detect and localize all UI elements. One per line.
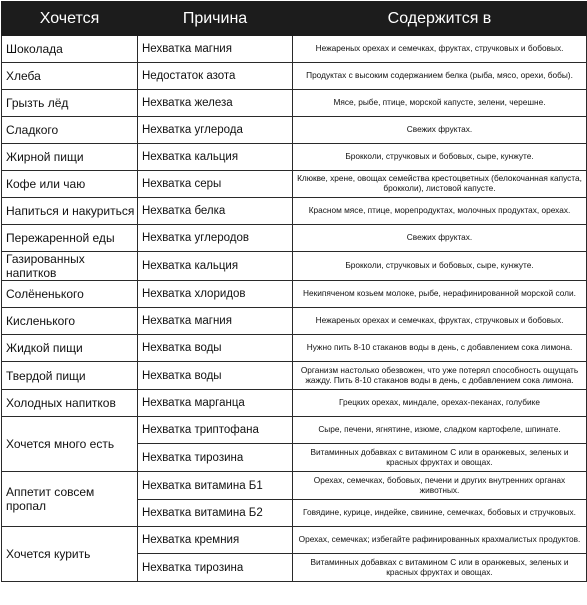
- craving-cell: Жирной пищи: [2, 144, 138, 171]
- craving-cell: Кофе или чаю: [2, 171, 138, 198]
- reason-cell: Нехватка витамина Б2: [138, 500, 293, 527]
- source-cell: Витаминных добавках с витамином С или в оранжевых, зеленых и красных фруктах и овощах.: [293, 554, 587, 582]
- reason-cell: Нехватка хлоридов: [138, 281, 293, 308]
- reason-cell: Нехватка белка: [138, 198, 293, 225]
- reason-cell: Нехватка воды: [138, 362, 293, 390]
- table-row: [2, 36, 587, 63]
- reason-cell: Нехватка углерода: [138, 117, 293, 144]
- craving-cell: Сладкого: [2, 117, 138, 144]
- source-cell: Орехах, семечках, бобовых, печени и других внутренних органах животных.: [293, 472, 587, 500]
- table-row: [2, 225, 587, 252]
- source-cell: Нежареных орехах и семечках, фруктах, стручковых и бобовых.: [293, 36, 587, 63]
- table-row: [2, 308, 587, 335]
- source-cell: Витаминных добавках с витамином С или в оранжевых, зеленых и красных фруктах и овощах.: [293, 444, 587, 472]
- table-row-group-first: [2, 417, 587, 444]
- table-row: [2, 252, 587, 281]
- craving-cell: Твердой пищи: [2, 362, 138, 390]
- table-row: [2, 335, 587, 362]
- reason-cell: Нехватка магния: [138, 36, 293, 63]
- craving-cell: Холодных напитков: [2, 390, 138, 417]
- reason-cell: Нехватка кремния: [138, 527, 293, 554]
- reason-cell: Нехватка воды: [138, 335, 293, 362]
- table-header: [2, 2, 587, 36]
- reason-cell: Нехватка тирозина: [138, 554, 293, 582]
- table-row: [2, 63, 587, 90]
- source-cell: Сыре, печени, ягнятине, изюме, сладком картофеле, шпинате.: [293, 417, 587, 444]
- source-cell: Брокколи, стручковых и бобовых, сыре, кунжуте.: [293, 252, 587, 281]
- craving-cell-group: Хочется много есть: [2, 417, 138, 472]
- cravings-table: [1, 1, 587, 582]
- source-cell: Орехах, семечках; избегайте рафинированных крахмалистых продуктов.: [293, 527, 587, 554]
- header-row: [2, 2, 587, 36]
- table-row: [2, 117, 587, 144]
- source-cell: Мясе, рыбе, птице, морской капусте, зелени, черешне.: [293, 90, 587, 117]
- header-craving: Хочется: [2, 2, 138, 36]
- reason-cell: Нехватка кальция: [138, 252, 293, 281]
- table-row: [2, 198, 587, 225]
- craving-cell: Шоколада: [2, 36, 138, 63]
- table-row-group-first: [2, 527, 587, 554]
- source-cell: Говядине, курице, индейке, свинине, семечках, бобовых и стручковых.: [293, 500, 587, 527]
- table-body: [2, 36, 587, 582]
- table-row: [2, 390, 587, 417]
- craving-cell: Напиться и накуриться: [2, 198, 138, 225]
- source-cell: Организм настолько обезвожен, что уже потерял способность ощущать жажду. Пить 8-10 стаканов воды в день, с добавлением сока лимона.: [293, 362, 587, 390]
- craving-cell-group: Хочется курить: [2, 527, 138, 582]
- reason-cell: Нехватка витамина Б1: [138, 472, 293, 500]
- table-row: [2, 171, 587, 198]
- reason-cell: Нехватка железа: [138, 90, 293, 117]
- source-cell: Некипяченом козьем молоке, рыбе, нерафинированной морской соли.: [293, 281, 587, 308]
- craving-cell: Солёненького: [2, 281, 138, 308]
- reason-cell: Нехватка марганца: [138, 390, 293, 417]
- craving-cell: Пережаренной еды: [2, 225, 138, 252]
- craving-cell: Кисленького: [2, 308, 138, 335]
- craving-cell: Газированных напитков: [2, 252, 138, 281]
- header-reason: Причина: [138, 2, 293, 36]
- source-cell: Свежих фруктах.: [293, 225, 587, 252]
- reason-cell: Нехватка серы: [138, 171, 293, 198]
- source-cell: Нежареных орехах и семечках, фруктах, стручковых и бобовых.: [293, 308, 587, 335]
- table-row: [2, 281, 587, 308]
- table-row-group-first: [2, 472, 587, 500]
- craving-cell: Хлеба: [2, 63, 138, 90]
- reason-cell: Нехватка углеродов: [138, 225, 293, 252]
- craving-cell: Грызть лёд: [2, 90, 138, 117]
- reason-cell: Нехватка кальция: [138, 144, 293, 171]
- craving-cell-group: Аппетит совсем пропал: [2, 472, 138, 527]
- source-cell: Продуктах с высоким содержанием белка (рыба, мясо, орехи, бобы).: [293, 63, 587, 90]
- reason-cell: Нехватка тирозина: [138, 444, 293, 472]
- source-cell: Нужно пить 8-10 стаканов воды в день, с добавлением сока лимона.: [293, 335, 587, 362]
- craving-cell: Жидкой пищи: [2, 335, 138, 362]
- reason-cell: Недостаток азота: [138, 63, 293, 90]
- source-cell: Грецких орехах, миндале, орехах-пеканах, голубике: [293, 390, 587, 417]
- source-cell: Красном мясе, птице, морепродуктах, молочных продуктах, орехах.: [293, 198, 587, 225]
- table-row: [2, 362, 587, 390]
- source-cell: Клюкве, хрене, овощах семейства крестоцветных (белокочанная капуста, брокколи), листовой капусте.: [293, 171, 587, 198]
- reason-cell: Нехватка магния: [138, 308, 293, 335]
- reason-cell: Нехватка триптофана: [138, 417, 293, 444]
- source-cell: Свежих фруктах.: [293, 117, 587, 144]
- source-cell: Брокколи, стручковых и бобовых, сыре, кунжуте.: [293, 144, 587, 171]
- table-row: [2, 144, 587, 171]
- table-row: [2, 90, 587, 117]
- header-source: Содержится в: [293, 2, 587, 36]
